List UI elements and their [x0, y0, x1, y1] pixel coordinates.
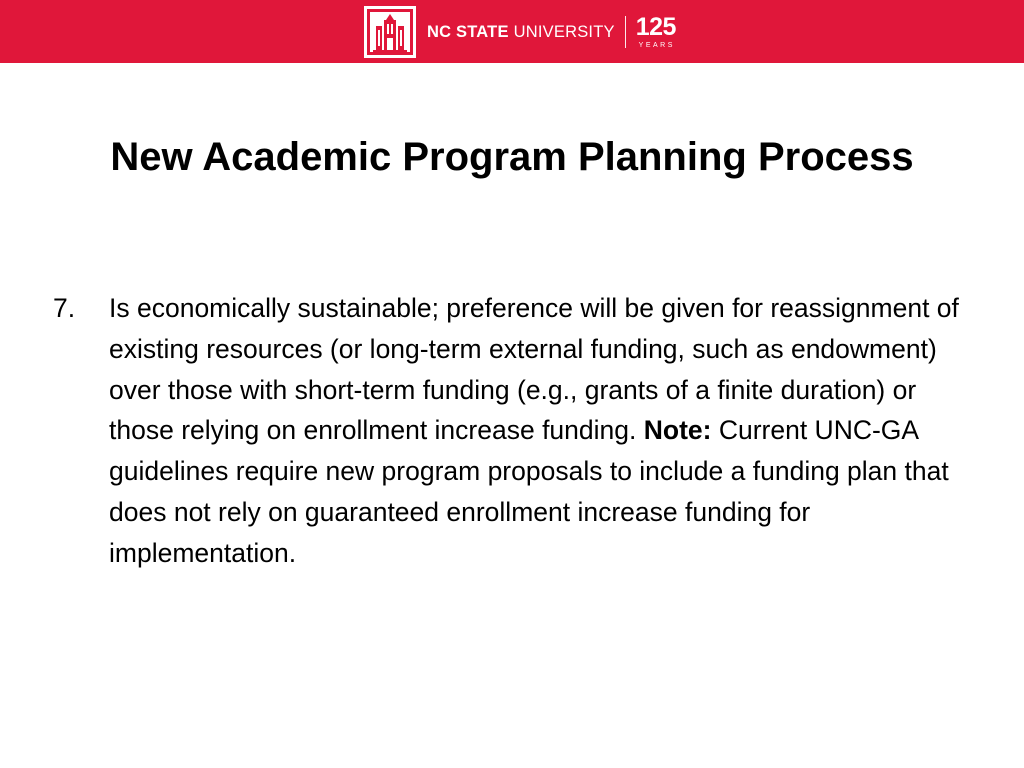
logo-divider: [625, 16, 626, 48]
numbered-list-item: [53, 288, 983, 574]
nc-state-logo: [364, 6, 676, 58]
logo-name-bold: NC STATE: [427, 22, 509, 41]
belltower-icon: [364, 6, 416, 58]
logo-wordmark: [427, 15, 676, 49]
item-text-after: Current UNC-GA guidelines require new program proposals to include a funding plan that does not rely on guaranteed enrollment increase funding for implementation.: [109, 415, 949, 568]
item-text-before: Is economically sustainable; preference will be given for reassignment of existing resources (or long-term external funding, such as endowment) over those with short-term funding (e.g., grants of a finite duration) or those relying on enrollment increase funding.: [109, 293, 959, 446]
logo-anniversary-number: 125: [635, 13, 676, 41]
logo-anniversary: [636, 15, 676, 49]
slide-title: New Academic Program Planning Process: [110, 135, 914, 179]
list-item-number: 7.: [53, 293, 76, 323]
list-item-text: [109, 288, 983, 574]
logo-anniversary-label: YEARS: [638, 42, 675, 49]
note-label: Note:: [643, 415, 712, 446]
header-bar: [0, 0, 1024, 63]
logo-name-regular: UNIVERSITY: [513, 22, 615, 41]
